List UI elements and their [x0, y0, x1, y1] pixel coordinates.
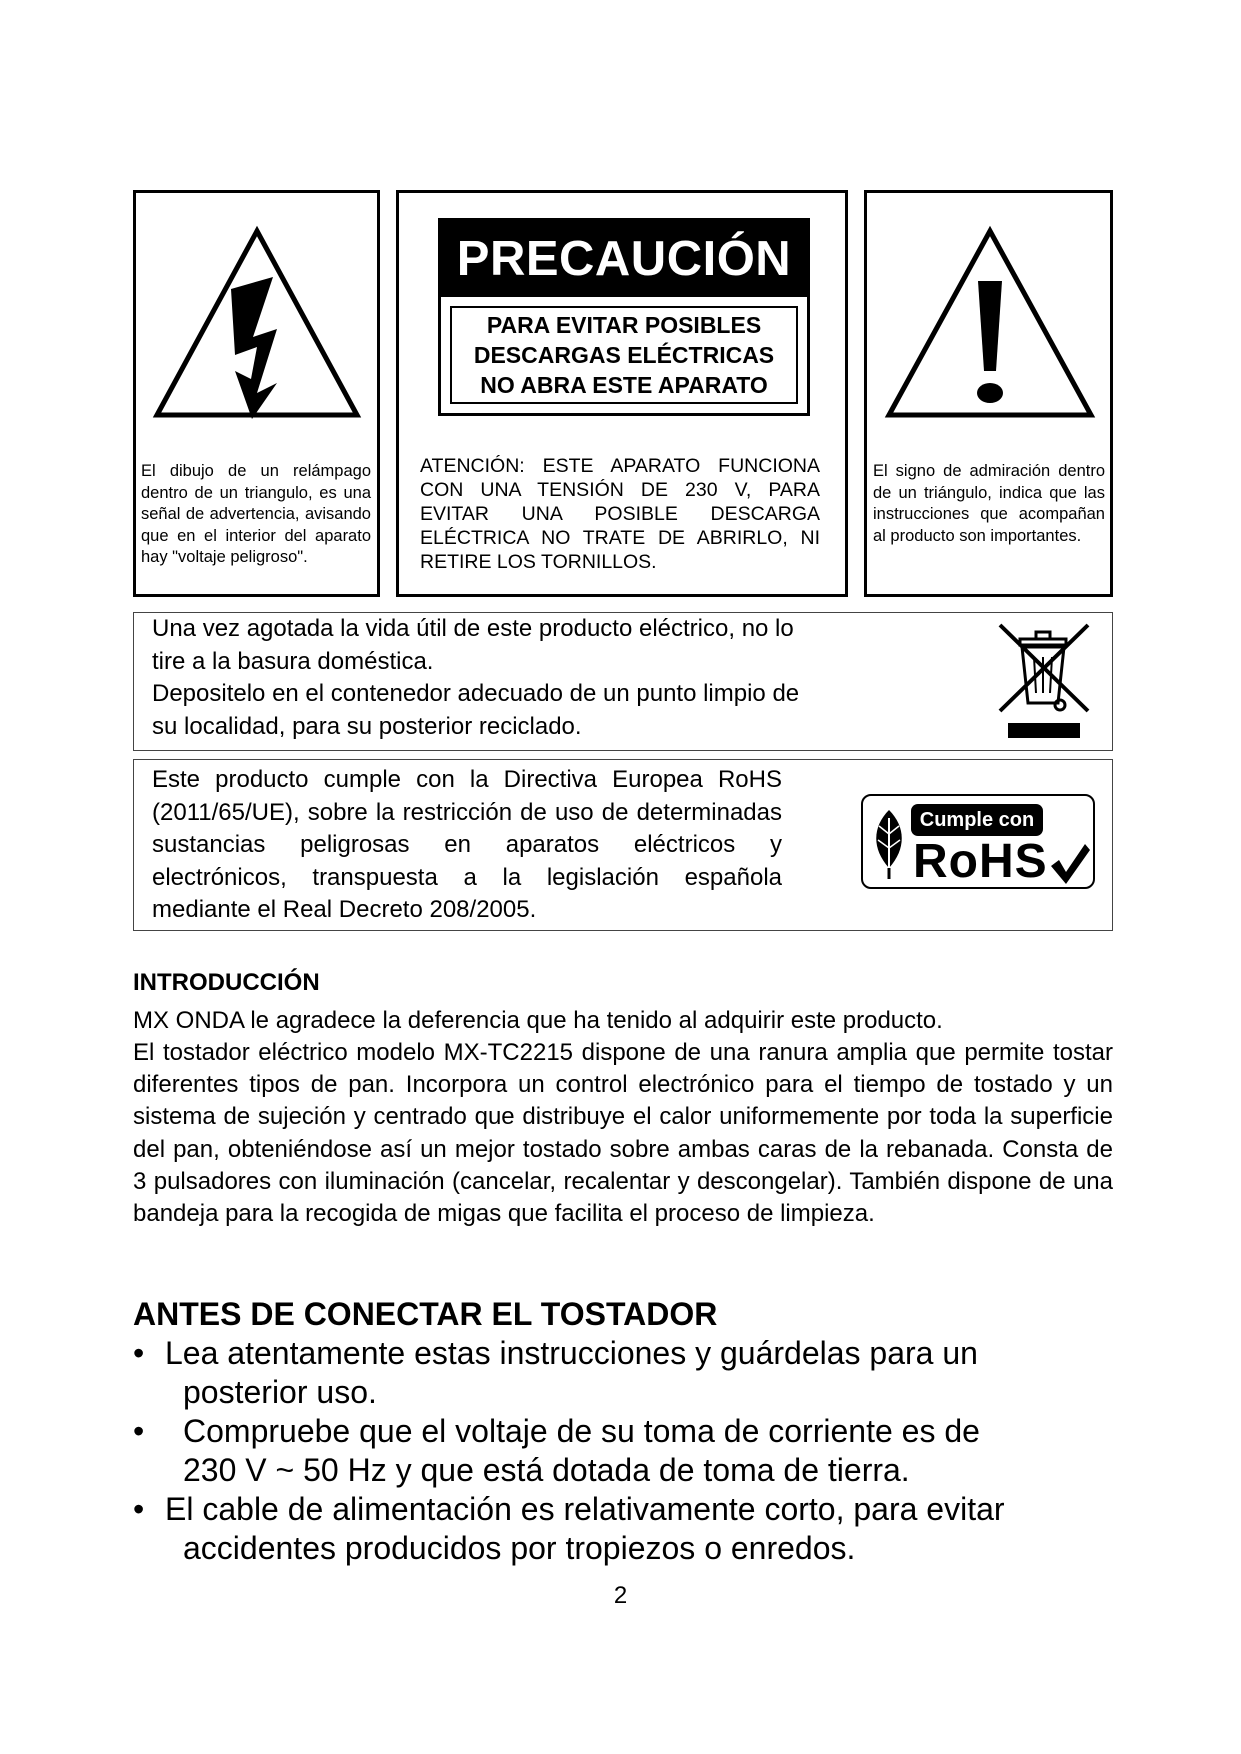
- bullet-line: El cable de alimentación es relativamente corto, para evitar: [165, 1491, 1005, 1527]
- bullet-line: Lea atentamente estas instrucciones y guárdelas para un: [165, 1335, 978, 1371]
- recycling-line: Una vez agotada la vida útil de este producto eléctrico, no lo: [152, 615, 794, 642]
- rohs-logo-text: RoHS: [913, 835, 1048, 888]
- recycling-line: su localidad, para su posterior reciclado.: [152, 712, 582, 740]
- list-item: [133, 1334, 1113, 1414]
- recycling-notice: [133, 612, 1113, 751]
- recycling-line: tire a la basura doméstica.: [152, 647, 434, 675]
- list-item: [133, 1412, 1113, 1492]
- crossed-bin-icon: [994, 623, 1094, 739]
- before-connecting-heading: ANTES DE CONECTAR EL TOSTADOR: [133, 1296, 718, 1332]
- recycling-line: Depositelo en el contenedor adecuado de un punto limpio de: [152, 680, 800, 707]
- caution-line: PARA EVITAR POSIBLES: [486, 312, 762, 338]
- bullet-line: 230 V ~ 50 Hz y que está dotada de toma de tierra.: [183, 1452, 910, 1488]
- exclamation-warning-text: El signo de admiración dentro de un triángulo, indica que las instrucciones que acompañan al producto son importantes.: [873, 462, 1105, 545]
- rohs-text: Este producto cumple con la Directiva Europea RoHS (2011/65/UE), sobre la restricción de uso de determinadas sustancias peligrosas en aparatos eléctricos y electrónicos, transpuesta a la legislación española mediante el Real Decreto 208/2005.: [152, 766, 782, 923]
- leaf-icon: [869, 808, 909, 880]
- lightning-warning-text: El dibujo de un relámpago dentro de un triangulo, es una señal de advertencia, avisando que en el interior del aparato hay "voltaje peligroso".: [141, 462, 371, 566]
- bullet-line: posterior uso.: [183, 1374, 377, 1410]
- introduction-paragraph: El tostador eléctrico modelo MX-TC2215 dispone de una ranura amplia que permite tostar diferentes tipos de pan. Incorpora un control electrónico para el tiempo de tostado y un sistema de sujeción y centrado que distribuye el calor uniformemente por toda la superficie del pan, obteniéndose así un mejor tostado sobre ambas caras de la rebanada. Consta de 3 pulsadores con iluminación (cancelar, recalentar y descongelar). También dispone de una bandeja para la recogida de migas que facilita el proceso de limpieza.: [133, 1039, 1113, 1228]
- caution-attention-text: ATENCIÓN: ESTE APARATO FUNCIONA CON UNA TENSIÓN DE 230 V, PARA EVITAR UNA POSIBLE DESCARGA ELÉCTRICA NO TRATE DE ABRIRLO, NI RETIRE LOS TORNILLOS.: [420, 455, 820, 573]
- bullet-icon: •: [133, 1491, 145, 1527]
- bullet-icon: •: [133, 1413, 145, 1449]
- exclamation-warning-panel: [864, 190, 1113, 597]
- lightning-warning-panel: [133, 190, 380, 597]
- caution-title: PRECAUCIÓN: [441, 221, 807, 297]
- caution-subtitle-box: [450, 306, 798, 404]
- list-item: [133, 1490, 1113, 1570]
- bullet-line: Compruebe que el voltaje de su toma de corriente es de: [183, 1413, 980, 1449]
- caution-sign: [438, 218, 810, 416]
- caution-line: NO ABRA ESTE APARATO: [480, 372, 768, 398]
- introduction-paragraph: MX ONDA le agradece la deferencia que ha tenido al adquirir este producto.: [133, 1007, 943, 1034]
- lightning-triangle-icon: [149, 223, 365, 423]
- rohs-badge: Cumple con: [911, 804, 1043, 836]
- rohs-logo: [861, 794, 1095, 889]
- checkmark-icon: [1049, 842, 1091, 886]
- bullet-line: accidentes producidos por tropiezos o enredos.: [183, 1530, 856, 1566]
- introduction-heading: INTRODUCCIÓN: [133, 969, 320, 996]
- exclamation-triangle-icon: [881, 223, 1099, 423]
- caution-line: DESCARGAS ELÉCTRICAS: [473, 342, 775, 368]
- bullet-icon: •: [133, 1335, 145, 1371]
- page-number: 2: [613, 1582, 628, 1609]
